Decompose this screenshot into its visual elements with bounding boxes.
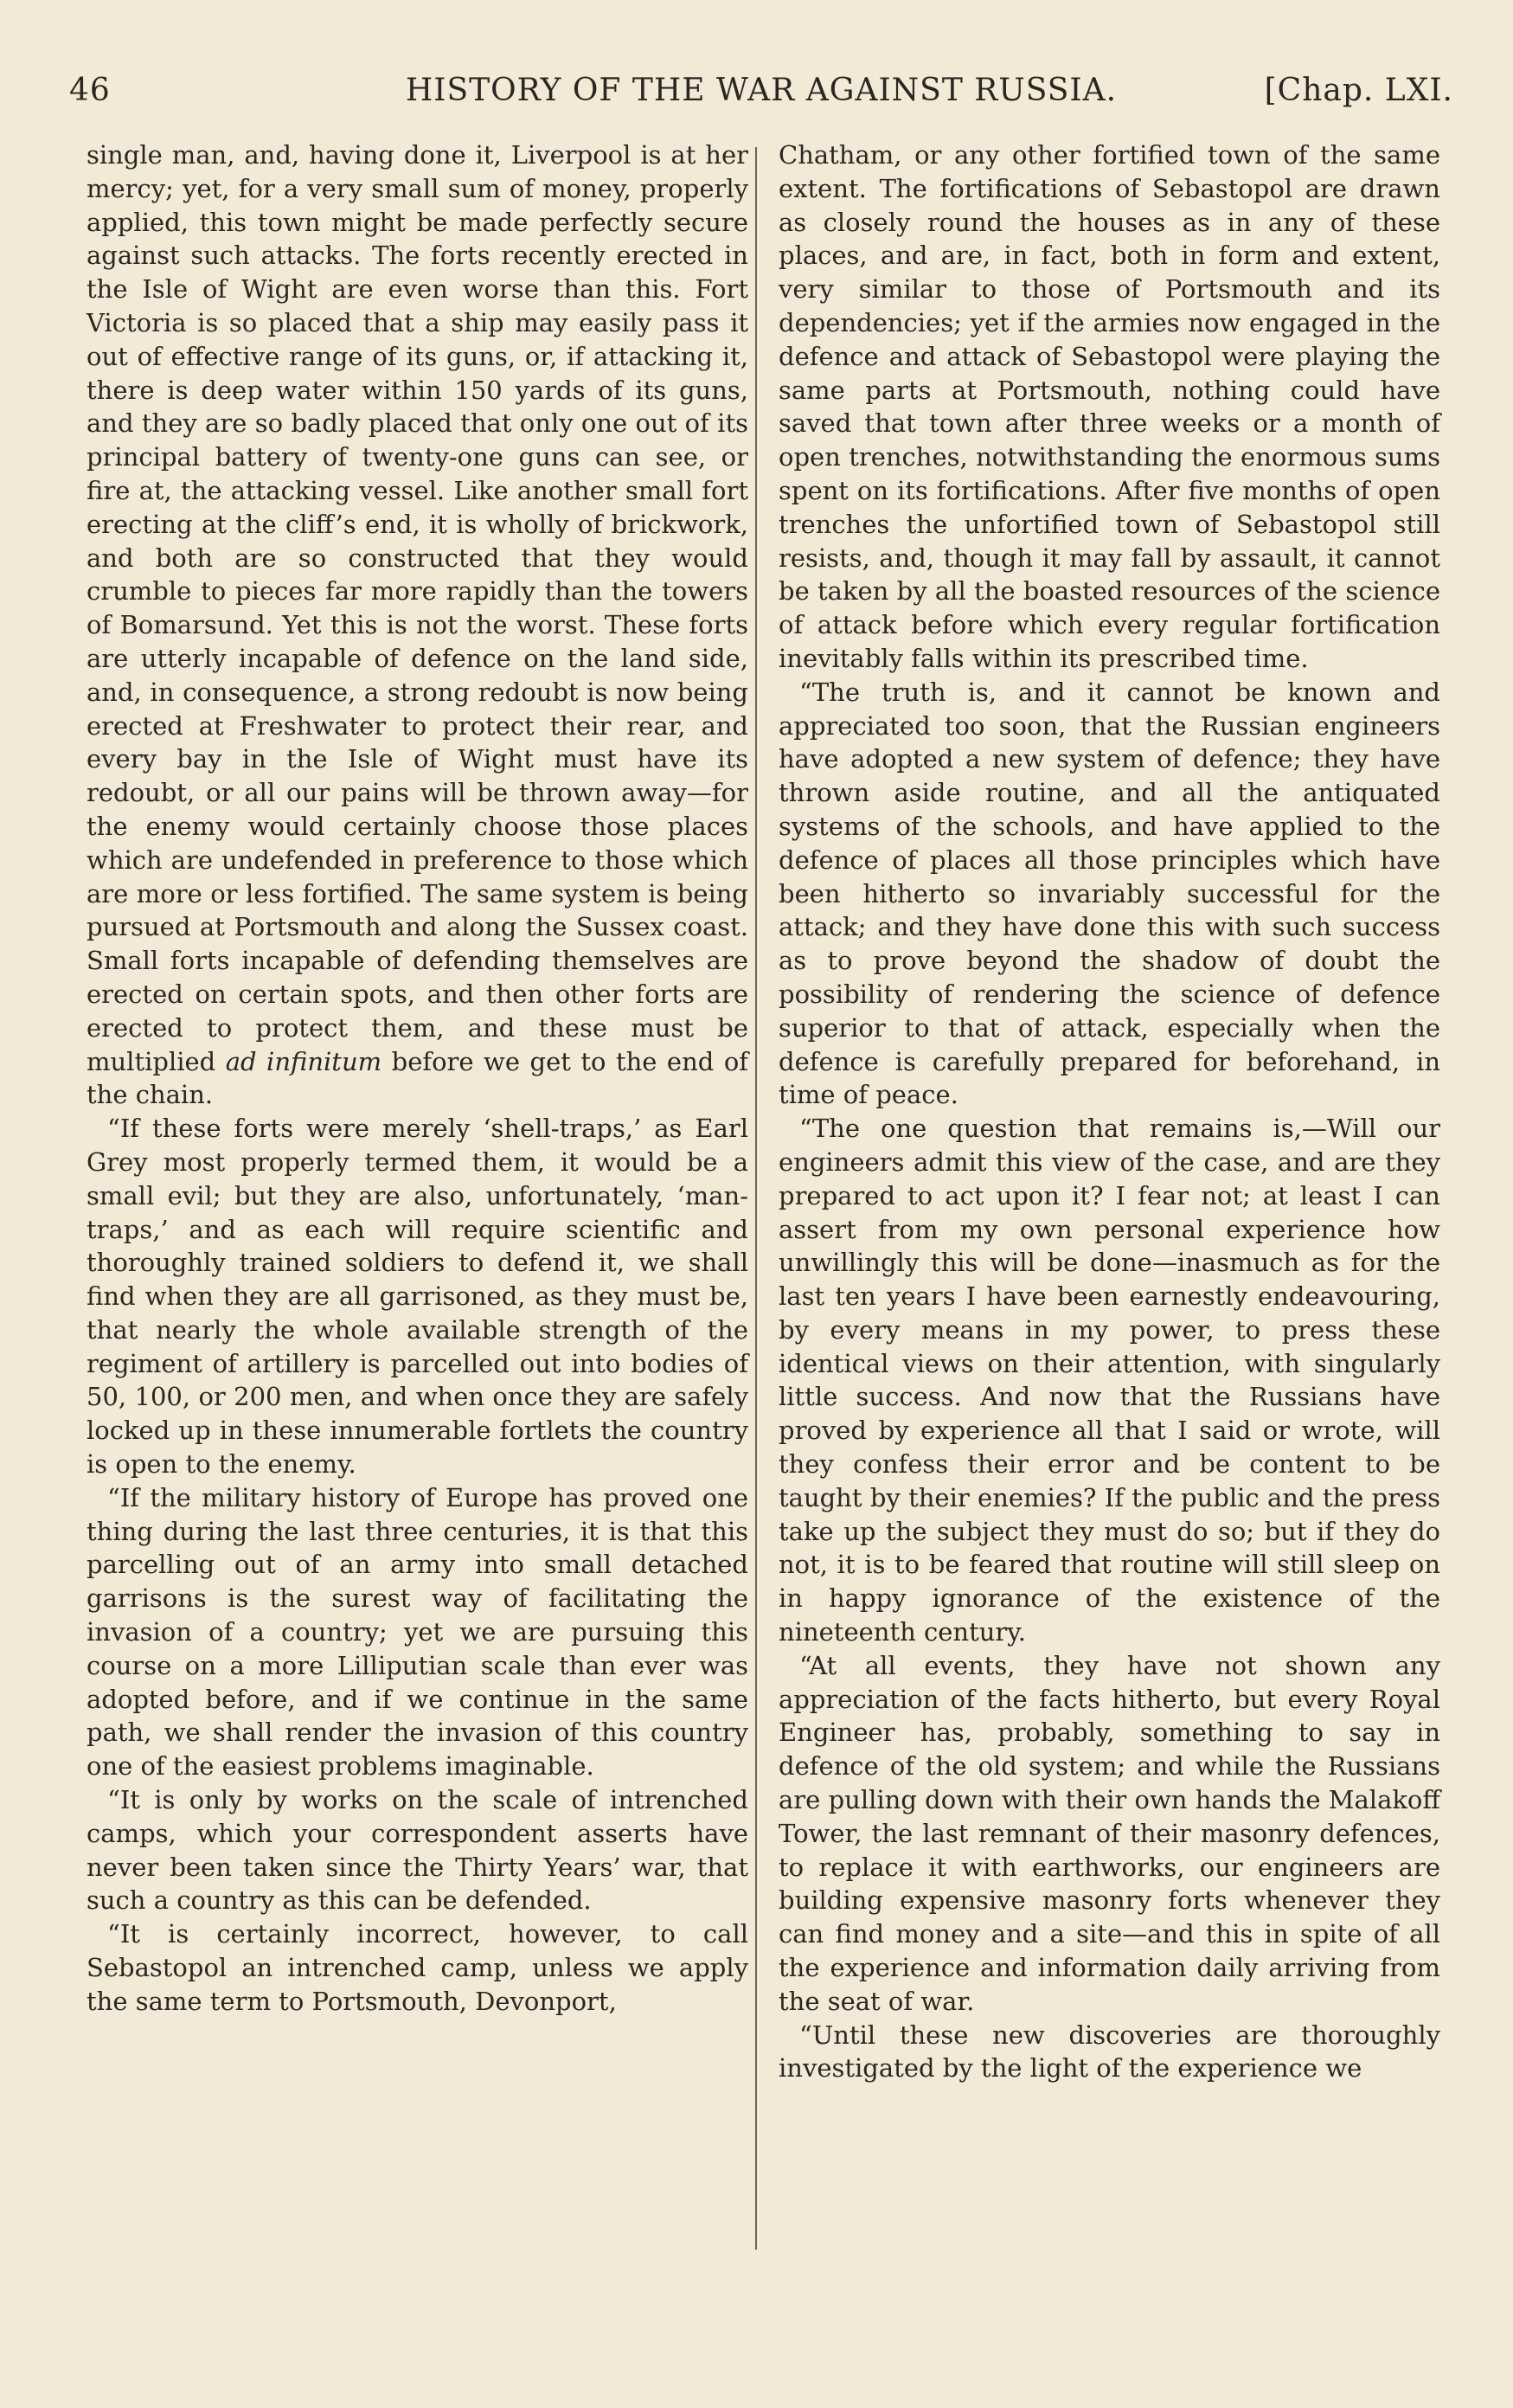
italic-text: ad infinitum: [225, 1046, 382, 1076]
paragraph: “Until these new discoveries are thoroughly investigated by the light of the experience we: [779, 2020, 1440, 2084]
page-number: 46: [69, 73, 111, 108]
paragraph: “It is only by works on the scale of intrenched camps, which your correspondent asserts have never been taken since the Thirty Years’ war, that such a country as this can be defended.: [87, 1785, 748, 1916]
column-divider: [755, 147, 757, 2250]
paragraph-text: before we get to the end of the chain.: [87, 1046, 749, 1110]
paragraph: [87, 138, 748, 1112]
paragraph: “The one question that remains is,—Will our engineers admit this view of the case, and are they prepared to act upon it? I fear not; at least I can assert from my own personal experience how unwillingly this will be done—inasmuch as for the last ten years I have been earnestly endeavouring, by every means in my power, to press these identical views on their attention, with singularly little success. And now that the Russians have proved by experience all that I said or wrote, will they confess their error and be content to be taught by their enemies? If the public and the press take up the subject they must do so; but if they do not, it is to be feared that routine will still sleep on in happy ignorance of the existence of the nineteenth century.: [779, 1114, 1440, 1647]
paragraph: “It is certainly incorrect, however, to call Sebastopol an intrenched camp, unless we apply the same term to Portsmouth, Devonport,: [87, 1919, 748, 2016]
right-column: [779, 138, 1440, 2085]
chapter-label: [Chap. LXI.: [1264, 73, 1453, 108]
running-title: HISTORY OF THE WAR AGAINST RUSSIA.: [405, 73, 1118, 108]
paragraph: “If these forts were merely ‘shell-traps,’ as Earl Grey most properly termed them, it would be a small evil; but they are also, unfortunately, ‘man-traps,’ and as each will require scientific and thoroughly trained soldiers to defend it, we shall find when they are all garrisoned, as they must be, that nearly the whole available strength of the regiment of artillery is parcelled out into bodies of 50, 100, or 200 men, and when once they are safely locked up in these innumerable fortlets the country is open to the enemy.: [87, 1114, 748, 1480]
paragraph: “The truth is, and it cannot be known and appreciated too soon, that the Russian engineers have adopted a new system of defence; they have thrown aside routine, and all the antiquated systems of the schools, and have applied to the defence of places all those principles which have been hitherto so invariably successful for the attack; and they have done this with such success as to prove beyond the shadow of doubt the possibility of rendering the science of defence superior to that of attack, especially when the defence is carefully prepared for beforehand, in time of peace.: [779, 677, 1440, 1110]
paragraph: “If the military history of Europe has proved one thing during the last three centuries, it is that this parcelling out of an army into small detached garrisons is the surest way of facilitating the invasion of a country; yet we are pursuing this course on a more Lilliputian scale than ever was adopted before, and if we continue in the same path, we shall render the invasion of this country one of the easiest problems imaginable.: [87, 1482, 748, 1782]
left-column: [87, 138, 748, 2019]
paragraph-text: single man, and, having done it, Liverpool is at her mercy; yet, for a very small sum of money, properly applied, this town might be made perfectly secure against such attacks. The forts recently erected in the Isle of Wight are even worse than this. Fort Victoria is so placed that a ship may easily pass it out of effective range of its guns, or, if attacking it, there is deep water within 150 yards of its guns, and they are so badly placed that only one out of its principal battery of twenty-one guns can see, or fire at, the attacking vessel. Like another small fort erecting at the cliff’s end, it is wholly of brickwork, and both are so constructed that they would crumble to pieces far more rapidly than the towers of Bomarsund. Yet this is not the worst. These forts are utterly incapable of defence on the land side, and, in consequence, a strong redoubt is now being erected at Freshwater to protect their rear, and every bay in the Isle of Wight must have its redoubt, or all our pains will be thrown away—for the enemy would certainly choose those places which are undefended in preference to those which are more or less fortified. The same system is being pursued at Portsmouth and along the Sussex coast. Small forts incapable of defending themselves are erected on certain spots, and then other forts are erected to protect them, and these must be multiplied: [87, 140, 748, 1076]
paragraph: “At all events, they have not shown any appreciation of the facts hitherto, but every Royal Engineer has, probably, something to say in defence of the old system; and while the Russians are pulling down with their own hands the Malakoff Tower, the last remnant of their masonry defences, to replace it with earthworks, our engineers are building expensive masonry forts whenever they can find money and a site—and this in spite of all the experience and information daily arriving from the seat of war.: [779, 1650, 1440, 2016]
paragraph: Chatham, or any other fortified town of the same extent. The fortifications of Sebastopol are drawn as closely round the houses as in any of these places, and are, in fact, both in form and extent, very similar to those of Portsmouth and its dependencies; yet if the armies now engaged in the defence and attack of Sebastopol were playing the same parts at Portsmouth, nothing could have saved that town after three weeks or a month of open trenches, notwithstanding the enormous sums spent on its fortifications. After five months of open trenches the unfortified town of Sebastopol still resists, and, though it may fall by assault, it cannot be taken by all the boasted resources of the science of attack before which every regular fortification inevitably falls within its prescribed time.: [779, 140, 1440, 673]
page-header: [69, 61, 1453, 112]
